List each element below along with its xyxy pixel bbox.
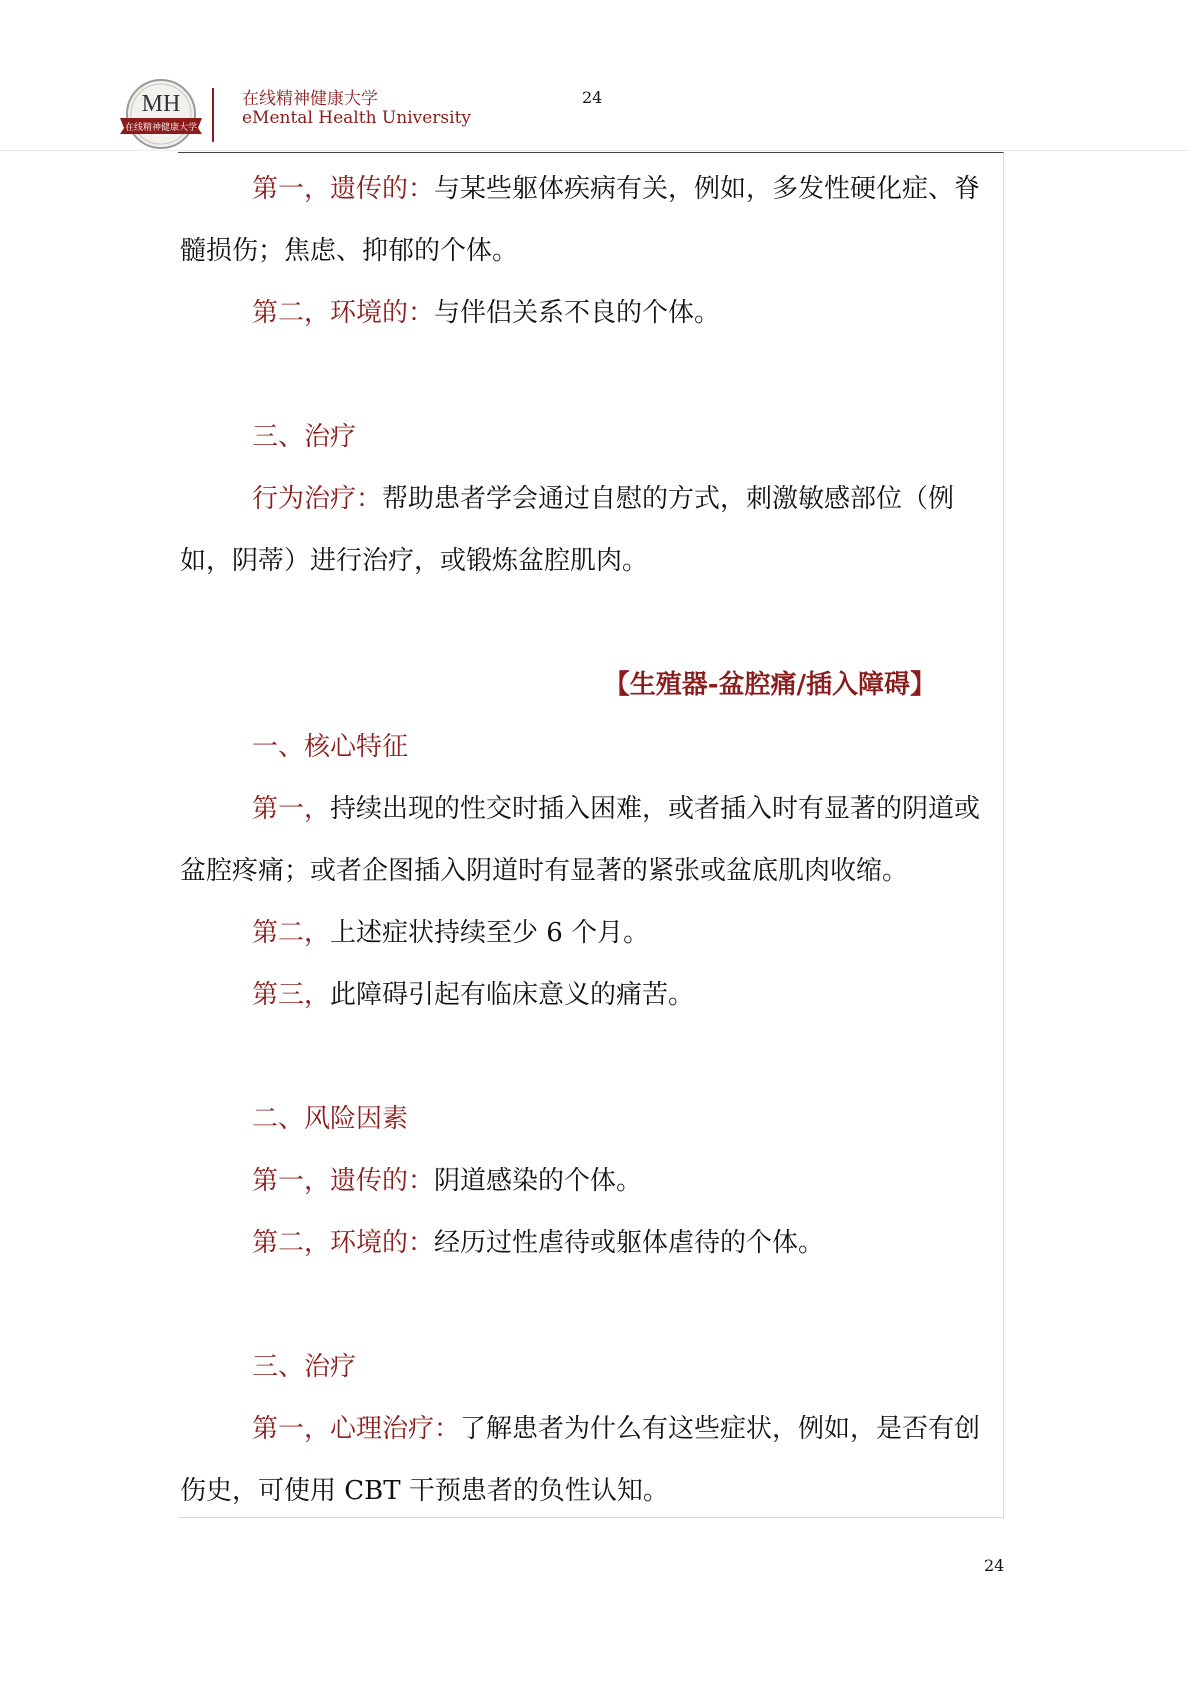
item-label: 心理治疗：	[330, 1414, 461, 1444]
logo-subtext: 在线精神健康大学	[124, 123, 198, 133]
org-name-en: eMental Health University	[242, 108, 472, 128]
item-label: 第一，	[252, 1166, 331, 1196]
header-page-number: 24	[582, 88, 603, 107]
paragraph	[180, 1150, 1004, 1212]
item-text: 了解患者为什么有这些症状，例如，是否有创伤史，可使用 CBT 干预患者的负性认知。	[180, 1414, 981, 1506]
chapter-title: 【生殖器-盆腔痛/插入障碍】	[603, 670, 936, 700]
university-logo	[118, 78, 204, 150]
section-heading: 一、核心特征	[252, 732, 409, 762]
paragraph	[180, 468, 1004, 592]
header-rule	[0, 150, 1190, 151]
org-name-cn: 在线精神健康大学	[242, 89, 378, 109]
item-label: 环境的：	[330, 298, 435, 328]
item-text: 与某些躯体疾病有关，例如，多发性硬化症、脊髓损伤；焦虑、抑郁的个体。	[180, 174, 981, 266]
item-label: 遗传的：	[330, 1166, 435, 1196]
paragraph	[180, 1398, 1004, 1522]
item-label: 第二，	[252, 1228, 331, 1258]
item-label: 第二，	[252, 298, 331, 328]
item-text: 持续出现的性交时插入困难，或者插入时有显著的阴道或盆腔疼痛；或者企图插入阴道时有显著的紧张或盆底肌肉收缩。	[180, 794, 981, 886]
section-heading: 三、治疗	[252, 1352, 357, 1382]
paragraph	[180, 902, 1004, 964]
paragraph	[180, 158, 1004, 282]
paragraph	[180, 964, 1004, 1026]
item-label: 第一，	[252, 794, 331, 824]
paragraph	[180, 1212, 1004, 1274]
item-label: 环境的：	[330, 1228, 435, 1258]
footer-page-number: 24	[984, 1556, 1005, 1575]
section-heading: 三、治疗	[252, 422, 357, 452]
item-text: 与伴侣关系不良的个体。	[434, 298, 721, 328]
header-divider	[212, 88, 214, 142]
document-body	[180, 158, 1004, 1522]
item-label: 行为治疗：	[252, 484, 383, 514]
page-header	[0, 0, 1190, 152]
item-label: 第一，	[252, 1414, 331, 1444]
item-text: 上述症状持续至少 6 个月。	[330, 918, 650, 948]
item-text: 经历过性虐待或躯体虐待的个体。	[434, 1228, 825, 1258]
section-heading: 二、风险因素	[252, 1104, 409, 1134]
item-label: 第三，	[252, 980, 331, 1010]
paragraph	[180, 282, 1004, 344]
item-label: 第二，	[252, 918, 331, 948]
item-label: 遗传的：	[330, 174, 435, 204]
item-text: 此障碍引起有临床意义的痛苦。	[330, 980, 695, 1010]
item-label: 第一，	[252, 174, 331, 204]
paragraph	[180, 778, 1004, 902]
item-text: 阴道感染的个体。	[434, 1166, 643, 1196]
logo-text: MH	[141, 91, 181, 117]
item-text: 帮助患者学会通过自慰的方式，刺激敏感部位（例如，阴蒂）进行治疗，或锻炼盆腔肌肉。	[180, 484, 955, 576]
